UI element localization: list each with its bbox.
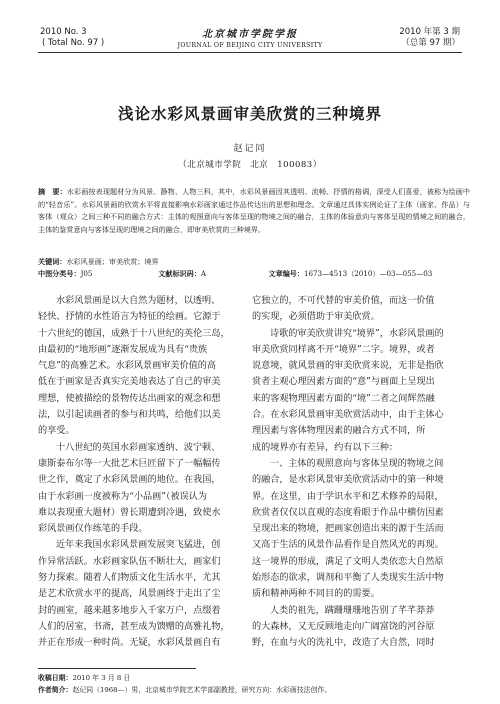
keywords-text: 水彩风景画；审美欣赏；境界 bbox=[66, 257, 159, 266]
body-line: 封的画室，越来越多地步入千家万户，点缀着 bbox=[38, 605, 221, 616]
header-total-cn: （总第 97 期） bbox=[401, 38, 460, 48]
author-affiliation: （北京城市学院 北京 100083） bbox=[178, 160, 322, 170]
header-total-en: ( Total No. 97 ) bbox=[42, 38, 105, 48]
body-line: 十八世纪的英国水彩画家透纳、波宁顿、 bbox=[56, 442, 221, 453]
body-line: 它独立的，不可代替的审美价值，而这一价值 bbox=[252, 296, 435, 306]
body-line: 说意境，就风景画的审美欣赏来说，无非是指欣 bbox=[252, 361, 444, 372]
body-line: 的享受。 bbox=[38, 426, 75, 437]
keywords bbox=[38, 257, 159, 267]
body-line: 人们的居室，书斋，甚至成为馈赠的高雅礼物， bbox=[38, 621, 230, 632]
footnote-author-bio bbox=[38, 685, 331, 696]
body-line: 理想，使被描绘的景物传达出画家的观念和想 bbox=[38, 393, 221, 404]
clc-value: J05 bbox=[80, 269, 93, 278]
body-line: 康斯泰布尔等一大批艺术巨匠留下了一幅幅传 bbox=[38, 458, 221, 469]
body-line: 人类的祖先，蹒跚珊珊地告别了芊芊莽莽 bbox=[270, 605, 435, 616]
body-line: 一、主体的观照意向与客体呈现的物境之间 bbox=[270, 458, 444, 469]
doc-code-label: 文献标识码： bbox=[158, 269, 201, 278]
body-line: 轻快、抒情的水性语言为特征的绘画。它源于 bbox=[38, 312, 221, 323]
body-line: 法，以引起读画者的参与和共鸣，给他们以美 bbox=[38, 410, 221, 421]
body-line: 作异常活跃。水彩画家队伍不断壮大，画家们 bbox=[38, 556, 221, 567]
doc-code-value: A bbox=[200, 269, 206, 278]
journal-name-cn: 北京城市学院学报 bbox=[202, 29, 298, 40]
body-line: 赏者主观心理因素方面的“意”与画面上呈现出 bbox=[252, 377, 435, 388]
body-line: 彩风景画仅作练笔的手段。 bbox=[38, 524, 148, 535]
header-left bbox=[40, 27, 104, 49]
article-id-label: 文章编号： bbox=[268, 269, 304, 278]
clc-label: 中图分类号： bbox=[38, 269, 81, 278]
body-line: 十六世纪的德国，成熟于十八世纪的英伦三岛， bbox=[38, 328, 230, 339]
abstract-text: 水彩画按表现题材分为风景、静物、人物三科，其中，水彩风景画因其透明、流畅、抒情的格调，深受人们喜爱，被称为绘画中的“轻音乐”。水彩风景画的欣赏水平将直接影响水彩画家通过作品传达出的思想和理念。文章通过具体实例论证了主体（画家、作品）与客体（观众）之间三种不同的融合方式：主体的观照意向与客体呈现的物境之间的融合，主体的体验意向与客体呈现的情境之间的融合，主体的鉴赏意向与客体呈现的理境之间的融合，即审美欣赏的三种境界。 bbox=[38, 187, 471, 234]
body-line: 难以表现重大题材）曾长期遭到冷遇，致使水 bbox=[38, 507, 221, 518]
abstract-label: 摘 要： bbox=[38, 187, 67, 196]
author-bio-text: 赵记同（1968—）男，北京城市学院艺术学部副教授，研究方向：水彩画技法创作。 bbox=[72, 686, 332, 694]
body-line: 世之作，奠定了水彩风景画的地位。在我国， bbox=[38, 475, 221, 486]
body-line: 气息”的高雅艺术。水彩风景画审美价值的高 bbox=[38, 361, 217, 372]
header-right bbox=[399, 27, 460, 49]
body-column-left bbox=[38, 293, 250, 652]
journal-name-en: JOURNAL OF BEIJING CITY UNIVERSITY bbox=[177, 42, 323, 49]
footnote-received bbox=[38, 673, 130, 684]
received-label: 收稿日期： bbox=[38, 674, 73, 682]
body-line: 的融合，是水彩风景审美欣赏活动中的第一种境 bbox=[252, 475, 444, 486]
header-issue-en: 2010 No. 3 bbox=[40, 27, 87, 37]
body-line: 的大森林，又无反顾地走向广阔富饶的河谷原 bbox=[252, 621, 435, 632]
body-line: 这一境界的形成，满足了文明人类依恋大自然原 bbox=[252, 556, 444, 567]
body-line: 诗歌的审美欣赏讲究“境界”，水彩风景画的 bbox=[270, 328, 444, 339]
body-line: 又高于生活的风景作品看作是自然风光的再现。 bbox=[252, 540, 444, 551]
body-line: 水彩风景画是以大自然为题材，以透明、 bbox=[56, 296, 221, 306]
body-line: 欣赏者仅仅以直观的态度看眼于作品中横仿因素 bbox=[252, 507, 444, 518]
header-issue-cn: 2010 年第 3 期 bbox=[399, 27, 460, 37]
body-line: 始形态的欲求，调剂和平衡了人类现实生活中物 bbox=[252, 573, 444, 584]
article-id-block bbox=[269, 269, 433, 279]
body-line: 呈现出来的物境，把画家创造出来的源于生活而 bbox=[252, 524, 444, 535]
body-line: 理因素与客体物理因素的融合方式不同，所 bbox=[252, 426, 426, 437]
keywords-label: 关键词： bbox=[38, 257, 67, 266]
body-line: 合。在水彩风景画审美欣赏活动中，由于主体心 bbox=[252, 410, 444, 421]
body-line: 是艺术欣赏水平的提高，风景画终于走出了尘 bbox=[38, 589, 221, 600]
article-author: 赵记同 bbox=[233, 144, 267, 154]
article-id-value: 1673—4513（2010）—03—055—03 bbox=[304, 269, 433, 278]
footnote-rule bbox=[38, 668, 196, 669]
body-line: 并正在形成一种时尚。无疑，水彩风景画自有 bbox=[38, 638, 221, 649]
body-line: 努力探索。随着人们物质文化生活水平，尤其 bbox=[38, 573, 221, 584]
body-line: 审美欣赏同样离不开“境界”二字。境界，或者 bbox=[252, 344, 435, 355]
received-date: 2010 年 3 月 8 日 bbox=[72, 674, 131, 682]
journal-masthead bbox=[150, 25, 350, 49]
body-line: 由最初的“地形画”逐渐发展成为具有“贵族 bbox=[38, 344, 208, 355]
classification-line bbox=[38, 269, 478, 279]
article-title: 浅论水彩风景画审美欣赏的三种境界 bbox=[117, 104, 382, 123]
body-line: 由于水彩画一度被称为“小品画”（被误认为 bbox=[38, 491, 208, 502]
body-line: 近年来我国水彩风景画发展突飞猛进，创 bbox=[56, 540, 221, 551]
abstract bbox=[38, 186, 470, 236]
body-line: 来的客观物理因素方面的“境”二者之间辉然融 bbox=[252, 393, 435, 404]
page-header bbox=[0, 0, 500, 70]
body-line: 质和精神两种不同目的的需要。 bbox=[252, 589, 380, 600]
author-bio-label: 作者简介： bbox=[38, 686, 73, 694]
body-line: 成的境界亦有差异，约有以下三种： bbox=[252, 442, 398, 453]
body-line: 的实现，必须借助于审美欣赏。 bbox=[252, 312, 380, 323]
body-line: 低在于画家是否真实完美地表达了自己的审美 bbox=[38, 377, 221, 388]
header-rule bbox=[38, 52, 462, 53]
body-column-right bbox=[252, 293, 468, 652]
body-line: 野，在血与火的洗礼中，改造了大自然，同时 bbox=[252, 638, 435, 649]
clc-block bbox=[38, 269, 156, 279]
body-line: 界。在这里，由于学识水平和艺术修养的局限， bbox=[252, 491, 444, 502]
doc-code-block bbox=[158, 269, 266, 279]
